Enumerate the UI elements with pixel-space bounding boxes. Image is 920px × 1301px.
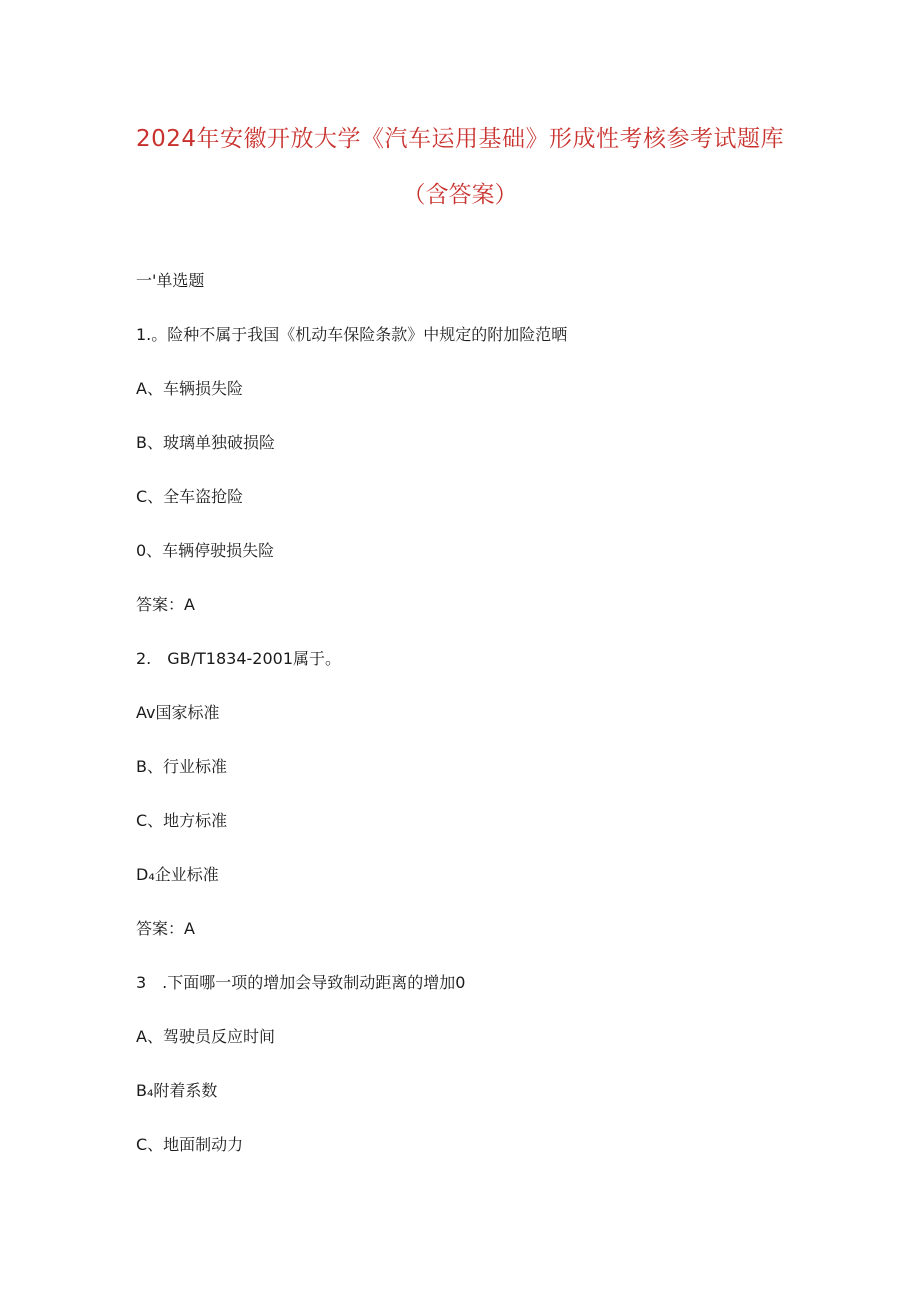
option-a: A、驾驶员反应时间 bbox=[136, 1027, 275, 1046]
question-stem: 1.。险种不属于我国《机动车保险条款》中规定的附加险范晒 bbox=[136, 325, 568, 344]
answer-line: 答案：A bbox=[136, 919, 195, 938]
option-d: D₄企业标准 bbox=[136, 865, 219, 884]
option-b: B、玻璃单独破损险 bbox=[136, 433, 275, 452]
question-stem: 2. GB/T1834-2001属于。 bbox=[136, 649, 342, 668]
document-subtitle: （含答案） bbox=[402, 182, 518, 208]
option-b: B₄附着系数 bbox=[136, 1081, 218, 1100]
option-c: C、全车盗抢险 bbox=[136, 487, 244, 506]
option-b: B、行业标准 bbox=[136, 757, 227, 776]
option-c: C、地方标准 bbox=[136, 811, 228, 830]
option-a: A、车辆损失险 bbox=[136, 379, 243, 398]
answer-line: 答案：A bbox=[136, 595, 195, 614]
option-c: C、地面制动力 bbox=[136, 1135, 244, 1154]
question-stem: 3 .下面哪一项的增加会导致制动距离的增加0 bbox=[136, 973, 466, 992]
option-d: 0、车辆停驶损失险 bbox=[136, 541, 275, 560]
document-title: 2024年安徽开放大学《汽车运用基础》形成性考核参考试题库 bbox=[135, 126, 785, 152]
section-heading: 一'单选题 bbox=[136, 271, 205, 290]
option-a: Av国家标准 bbox=[136, 703, 220, 722]
